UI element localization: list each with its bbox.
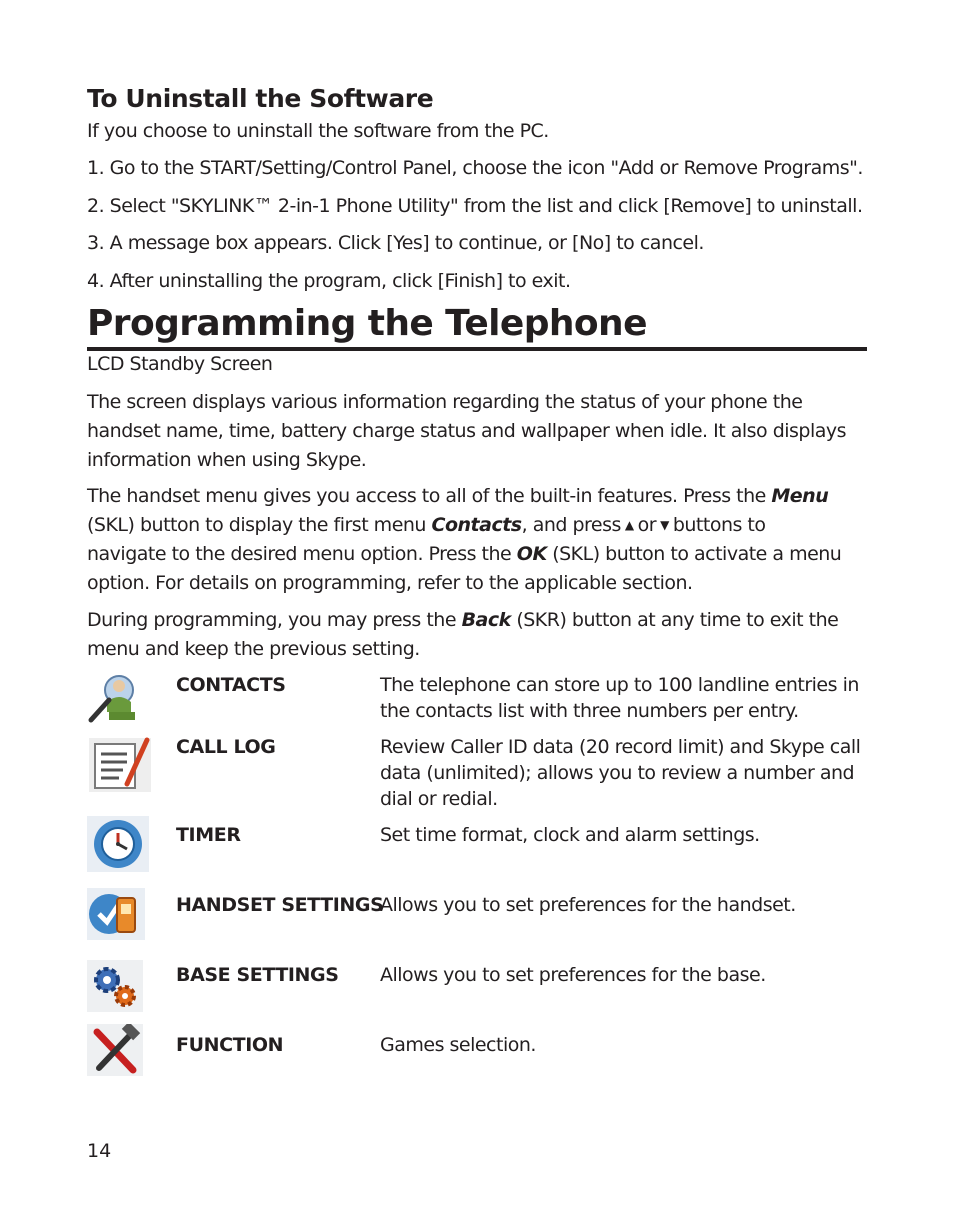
- menu-line-2-or: or: [637, 514, 657, 536]
- contacts-description: [380, 672, 859, 724]
- standby-line-1: The screen displays various information regarding the status of your phone the: [87, 391, 803, 413]
- menu-paragraph: [87, 482, 841, 598]
- contacts-desc-line-1: The telephone can store up to 100 landline entries in: [380, 674, 859, 696]
- contacts-desc-line-2: the contacts list with three numbers per entry.: [380, 700, 799, 722]
- handset-settings-description: [380, 892, 796, 918]
- up-arrow-icon: ▲: [624, 518, 634, 532]
- function-desc-line-1: Games selection.: [380, 1034, 536, 1056]
- down-arrow-icon: ▼: [660, 518, 669, 532]
- back-line-2: menu and keep the previous setting.: [87, 638, 420, 660]
- menu-line-2-text: (SKL) button to display the first menu: [87, 514, 432, 536]
- menu-line-2-post: buttons to: [672, 514, 766, 536]
- page-number: 14: [87, 1140, 112, 1162]
- base-settings-icon: [87, 960, 145, 1014]
- lcd-subtitle: LCD Standby Screen: [87, 353, 273, 375]
- menu-line-2: [87, 511, 841, 540]
- uninstall-step-3: 3. A message box appears. Click [Yes] to continue, or [No] to cancel.: [87, 232, 704, 254]
- call-log-desc-line-2: data (unlimited); allows you to review a number and: [380, 762, 855, 784]
- function-label: FUNCTION: [176, 1034, 284, 1056]
- standby-paragraph: [87, 388, 846, 475]
- handset-settings-label: HANDSET SETTINGS: [176, 894, 384, 916]
- menu-line-2-mid: , and press: [521, 514, 621, 536]
- call-log-label: CALL LOG: [176, 736, 276, 758]
- uninstall-intro: If you choose to uninstall the software from the PC.: [87, 120, 549, 142]
- call-log-description: [380, 734, 860, 812]
- uninstall-step-1: 1. Go to the START/Setting/Control Panel, choose the icon "Add or Remove Programs".: [87, 157, 863, 179]
- base-settings-desc-line-1: Allows you to set preferences for the base.: [380, 964, 766, 986]
- back-line-1: [87, 606, 838, 635]
- ok-key-label: OK: [516, 543, 547, 565]
- menu-line-1: [87, 482, 841, 511]
- timer-icon: [87, 816, 145, 870]
- handset-settings-desc-line-1: Allows you to set preferences for the handset.: [380, 894, 796, 916]
- back-line-1-post: (SKR) button at any time to exit the: [510, 609, 839, 631]
- uninstall-step-2: 2. Select "SKYLINK™ 2-in-1 Phone Utility" from the list and click [Remove] to uninstall.: [87, 195, 863, 217]
- back-key-label: Back: [461, 609, 511, 631]
- timer-label: TIMER: [176, 824, 241, 846]
- contacts-icon: [87, 672, 145, 726]
- handset-settings-icon: [87, 888, 145, 942]
- base-settings-label: BASE SETTINGS: [176, 964, 339, 986]
- function-icon: [87, 1024, 145, 1078]
- back-paragraph: [87, 606, 838, 664]
- call-log-desc-line-1: Review Caller ID data (20 record limit) and Skype call: [380, 736, 861, 758]
- back-line-1-text: During programming, you may press the: [87, 609, 462, 631]
- menu-line-1-text: The handset menu gives you access to all of the built-in features. Press the: [87, 485, 772, 507]
- contacts-key-label: Contacts: [431, 514, 522, 536]
- uninstall-heading: To Uninstall the Software: [87, 84, 434, 113]
- uninstall-step-4: 4. After uninstalling the program, click [Finish] to exit.: [87, 270, 571, 292]
- call-log-icon: [87, 736, 145, 790]
- menu-line-3-post: (SKL) button to activate a menu: [546, 543, 842, 565]
- menu-line-3: [87, 540, 841, 569]
- section-title: Programming the Telephone: [87, 303, 647, 344]
- menu-key-label: Menu: [771, 485, 829, 507]
- contacts-label: CONTACTS: [176, 674, 286, 696]
- standby-line-2: handset name, time, battery charge status and wallpaper when idle. It also displays: [87, 420, 847, 442]
- section-title-rule: [87, 301, 867, 351]
- standby-line-3: information when using Skype.: [87, 449, 367, 471]
- timer-desc-line-1: Set time format, clock and alarm settings.: [380, 824, 760, 846]
- timer-description: [380, 822, 760, 848]
- base-settings-description: [380, 962, 766, 988]
- call-log-desc-line-3: dial or redial.: [380, 788, 498, 810]
- menu-line-3-text: navigate to the desired menu option. Press the: [87, 543, 517, 565]
- menu-line-4: option. For details on programming, refer to the applicable section.: [87, 572, 693, 594]
- function-description: [380, 1032, 536, 1058]
